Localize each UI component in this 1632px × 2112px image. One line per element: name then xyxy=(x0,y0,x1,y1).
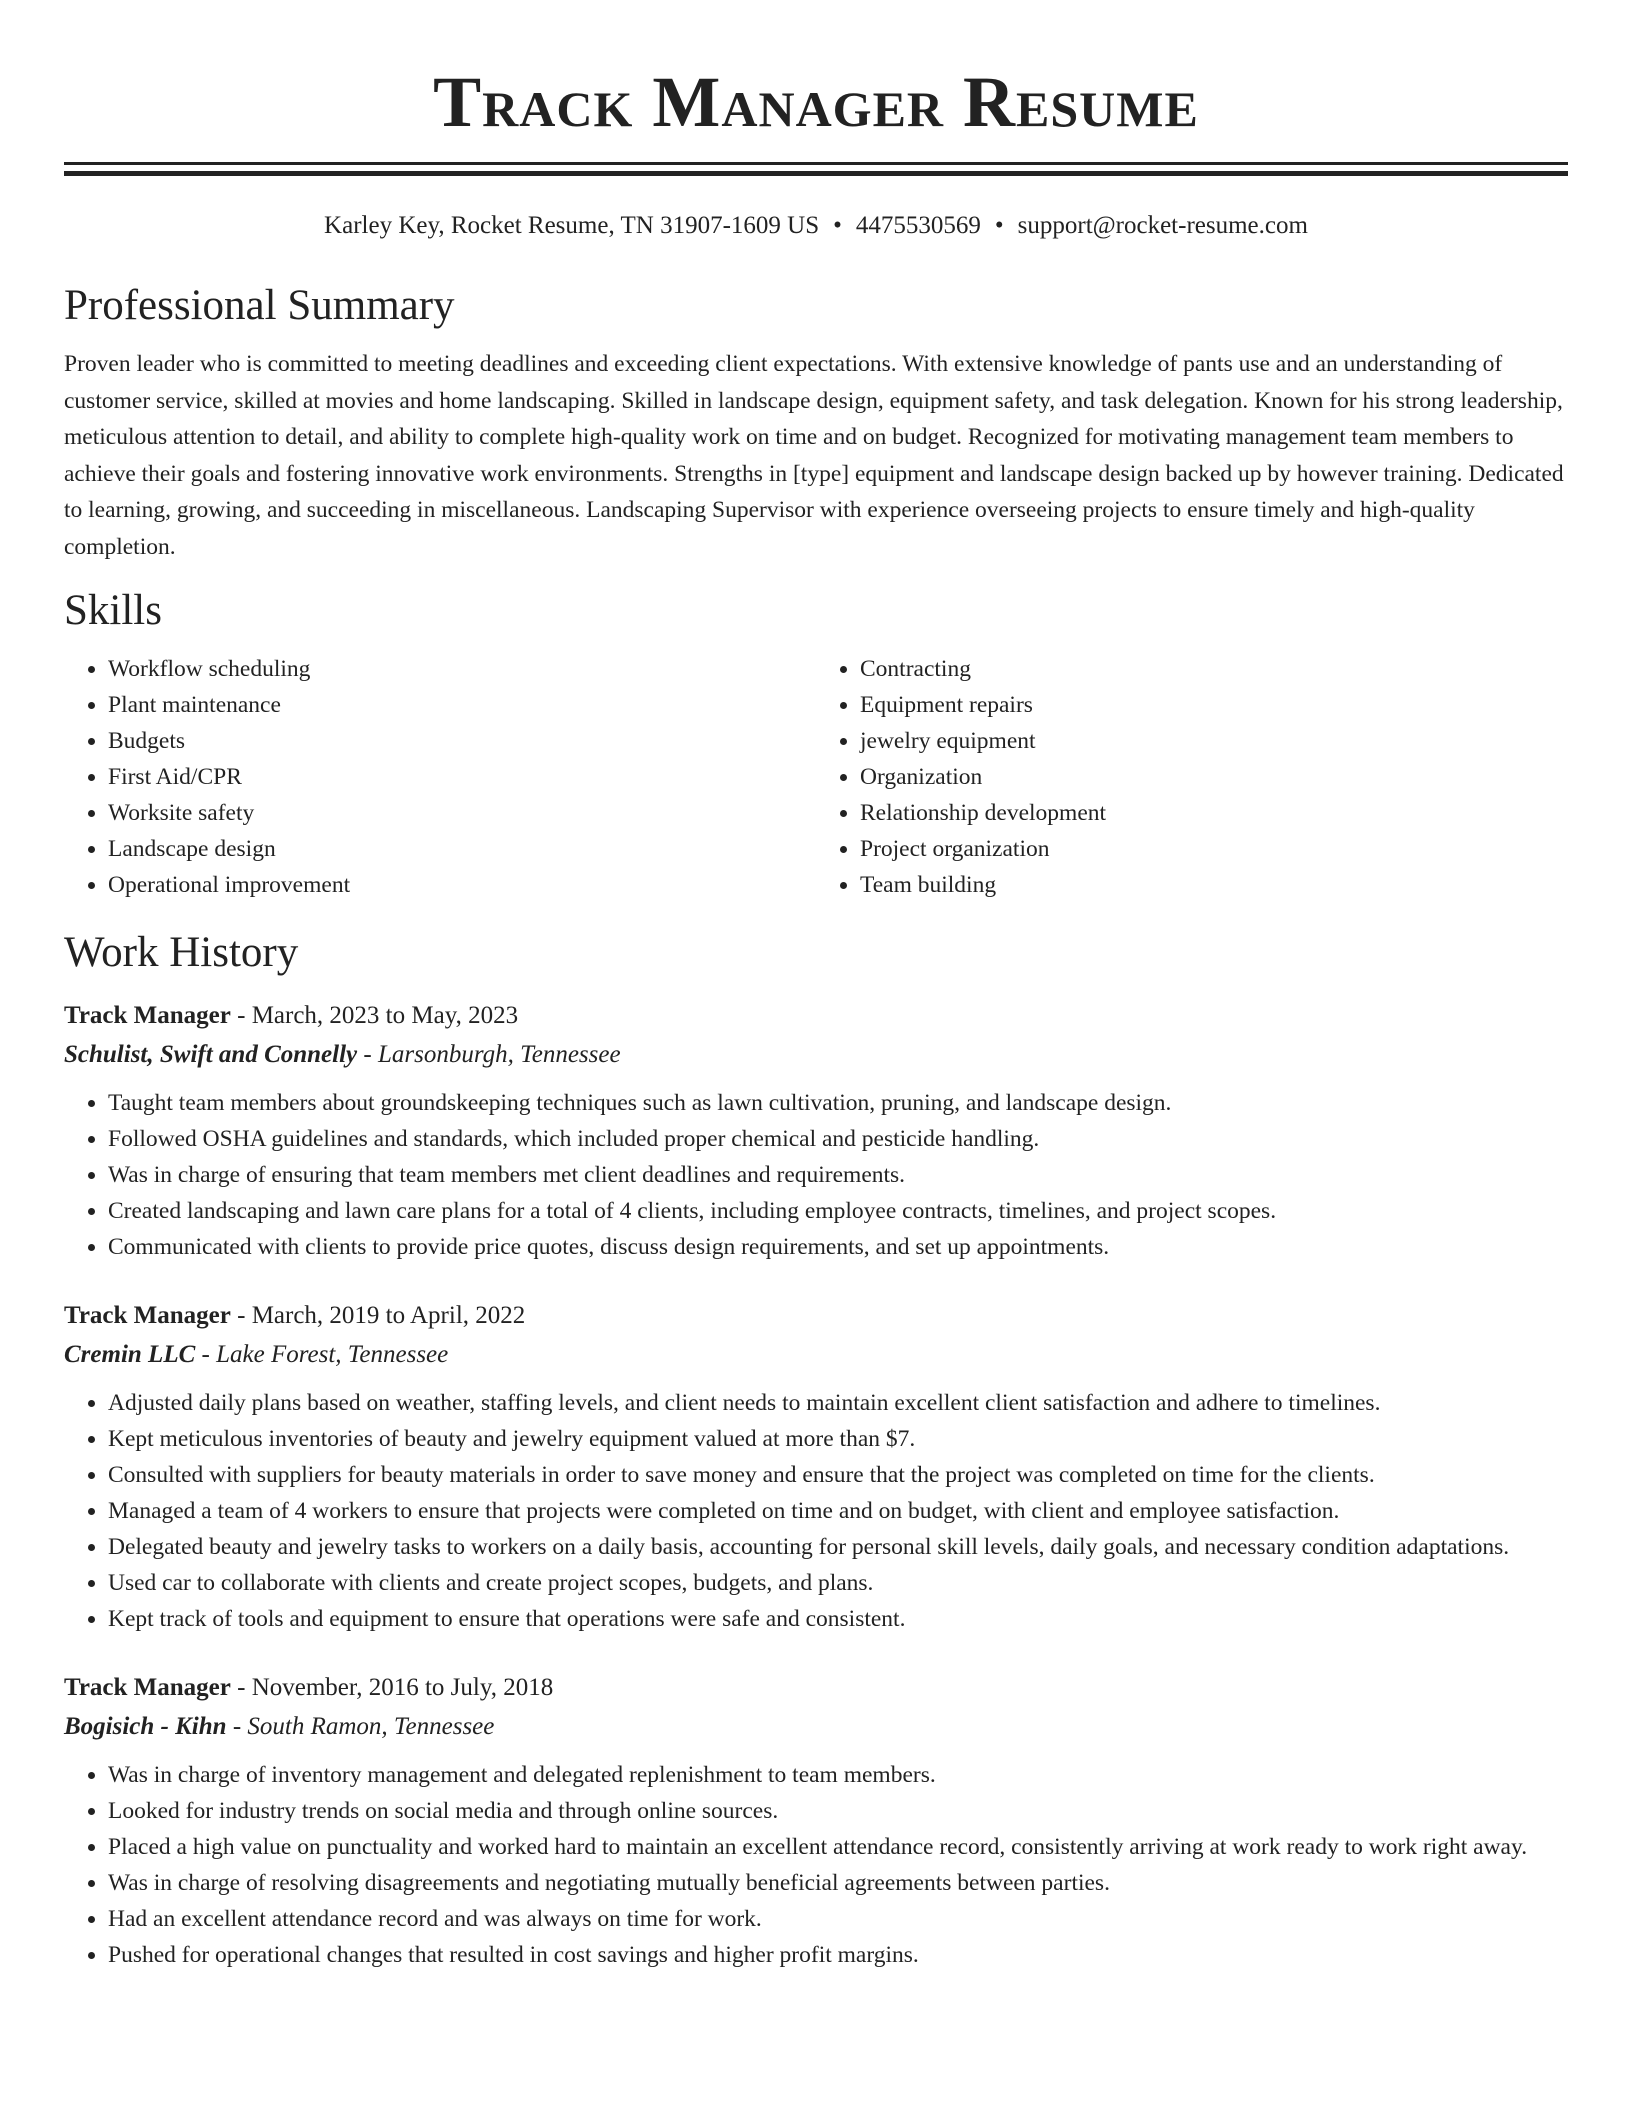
company-location: Lake Forest, Tennessee xyxy=(216,1341,449,1368)
company-dash: - xyxy=(201,1341,210,1368)
title-divider-thick xyxy=(64,171,1568,176)
skill-item: • Contracting xyxy=(860,651,1568,687)
job-bullet: • Was in charge of resolving disagreements and negotiating mutually beneficial agreements between parties. xyxy=(108,1865,1568,1901)
company-name: Bogisich - Kihn xyxy=(64,1713,227,1740)
contact-phone: 4475530569 xyxy=(855,212,981,239)
job-bullet: • Placed a high value on punctuality and worked hard to maintain an excellent attendance record, consistently arriving at work ready to work right away. xyxy=(108,1829,1568,1865)
skill-item: • Operational improvement xyxy=(108,867,816,903)
company-name: Cremin LLC xyxy=(64,1341,196,1368)
skills-column-right xyxy=(816,651,1568,903)
company-location: Larsonburgh, Tennessee xyxy=(377,1041,621,1068)
summary-heading: Professional Summary xyxy=(64,282,455,329)
skill-item: • Landscape design xyxy=(108,831,816,867)
company-line xyxy=(64,1707,1568,1747)
title-divider-thin xyxy=(64,162,1568,165)
skill-item: • Plant maintenance xyxy=(108,687,816,723)
skills-heading: Skills xyxy=(64,587,162,634)
job-bullet: • Followed OSHA guidelines and standards, which included proper chemical and pesticide handling. xyxy=(108,1121,1568,1157)
skills-list xyxy=(64,651,1568,903)
job-bullet: • Taught team members about groundskeeping techniques such as lawn cultivation, pruning, and landscape design. xyxy=(108,1085,1568,1121)
contact-separator: • xyxy=(994,212,1004,239)
job-bullet: • Delegated beauty and jewelry tasks to workers on a daily basis, accounting for personal skill levels, daily goals, and necessary condition adaptations. xyxy=(108,1529,1568,1565)
job-title-line xyxy=(64,1297,1568,1335)
job-bullet: • Consulted with suppliers for beauty materials in order to save money and ensure that the project was completed on time for the clients. xyxy=(108,1457,1568,1493)
skills-column-left xyxy=(64,651,816,903)
job-bullet: • Managed a team of 4 workers to ensure that projects were completed on time and on budget, with client and employee satisfaction. xyxy=(108,1493,1568,1529)
job-bullet: • Pushed for operational changes that resulted in cost savings and higher profit margins. xyxy=(108,1937,1568,1973)
job-entry xyxy=(64,1297,1568,1637)
company-location: South Ramon, Tennessee xyxy=(247,1713,495,1740)
skill-item: • Equipment repairs xyxy=(860,687,1568,723)
work-history-heading: Work History xyxy=(64,929,299,976)
job-bullet: • Kept track of tools and equipment to ensure that operations were safe and consistent. xyxy=(108,1601,1568,1637)
job-bullet: • Communicated with clients to provide price quotes, discuss design requirements, and set up appointments. xyxy=(108,1229,1568,1265)
job-dates: November, 2016 to July, 2018 xyxy=(251,1674,554,1701)
contact-address: Karley Key, Rocket Resume, TN 31907-1609 US xyxy=(324,212,820,239)
skill-item: • Worksite safety xyxy=(108,795,816,831)
job-bullet: • Used car to collaborate with clients and create project scopes, budgets, and plans. xyxy=(108,1565,1568,1601)
job-bullets xyxy=(64,1385,1568,1637)
skill-item: • Organization xyxy=(860,759,1568,795)
summary-text: Proven leader who is committed to meeting deadlines and exceeding client expectations. With extensive knowledge of pants use and an understanding of customer service, skilled at movies and home landscaping. Skilled in landscape design, equipment safety, and task delegation. Known for his strong leadership, meticulous attention to detail, and ability to complete high-quality work on time and on budget. Recognized for motivating management team members to achieve their goals and fostering innovative work environments. Strengths in [type] equipment and landscape design backed up by however training. Dedicated to learning, growing, and succeeding in miscellaneous. Landscaping Supervisor with experience overseeing projects to ensure timely and high-quality completion. xyxy=(64,351,1564,560)
job-bullets xyxy=(64,1085,1568,1265)
company-dash: - xyxy=(363,1041,372,1068)
resume-title: Track Manager Resume xyxy=(433,62,1199,142)
job-title: Track Manager xyxy=(64,1302,231,1329)
skill-item: • jewelry equipment xyxy=(860,723,1568,759)
job-entry xyxy=(64,1669,1568,1973)
contact-email: support@rocket-resume.com xyxy=(1017,212,1308,239)
skill-item: • Team building xyxy=(860,867,1568,903)
job-title-line xyxy=(64,1669,1568,1707)
job-title-line xyxy=(64,997,1568,1035)
job-entry xyxy=(64,997,1568,1265)
job-bullet: • Looked for industry trends on social media and through online sources. xyxy=(108,1793,1568,1829)
skill-item: • Workflow scheduling xyxy=(108,651,816,687)
skill-item: • Relationship development xyxy=(860,795,1568,831)
job-bullet: • Had an excellent attendance record and was always on time for work. xyxy=(108,1901,1568,1937)
job-title: Track Manager xyxy=(64,1674,231,1701)
job-bullet: • Kept meticulous inventories of beauty and jewelry equipment valued at more than $7. xyxy=(108,1421,1568,1457)
job-dash: - xyxy=(237,1674,246,1701)
contact-separator: • xyxy=(833,212,842,239)
job-bullets xyxy=(64,1757,1568,1973)
job-dash: - xyxy=(237,1302,246,1329)
skill-item: • First Aid/CPR xyxy=(108,759,816,795)
job-bullet: • Created landscaping and lawn care plans for a total of 4 clients, including employee contracts, timelines, and project scopes. xyxy=(108,1193,1568,1229)
job-dates: March, 2019 to April, 2022 xyxy=(251,1302,526,1329)
job-bullet: • Adjusted daily plans based on weather, staffing levels, and client needs to maintain excellent client satisfaction and adhere to timelines. xyxy=(108,1385,1568,1421)
company-line xyxy=(64,1035,1568,1075)
company-name: Schulist, Swift and Connelly xyxy=(64,1041,358,1068)
job-bullet: • Was in charge of ensuring that team members met client deadlines and requirements. xyxy=(108,1157,1568,1193)
job-bullet: • Was in charge of inventory management and delegated replenishment to team members. xyxy=(108,1757,1568,1793)
skill-item: • Project organization xyxy=(860,831,1568,867)
job-dash: - xyxy=(237,1002,246,1029)
job-dates: March, 2023 to May, 2023 xyxy=(251,1002,519,1029)
job-title: Track Manager xyxy=(64,1002,231,1029)
contact-line xyxy=(64,210,1568,242)
company-line xyxy=(64,1335,1568,1375)
company-dash: - xyxy=(232,1713,242,1740)
skill-item: • Budgets xyxy=(108,723,816,759)
